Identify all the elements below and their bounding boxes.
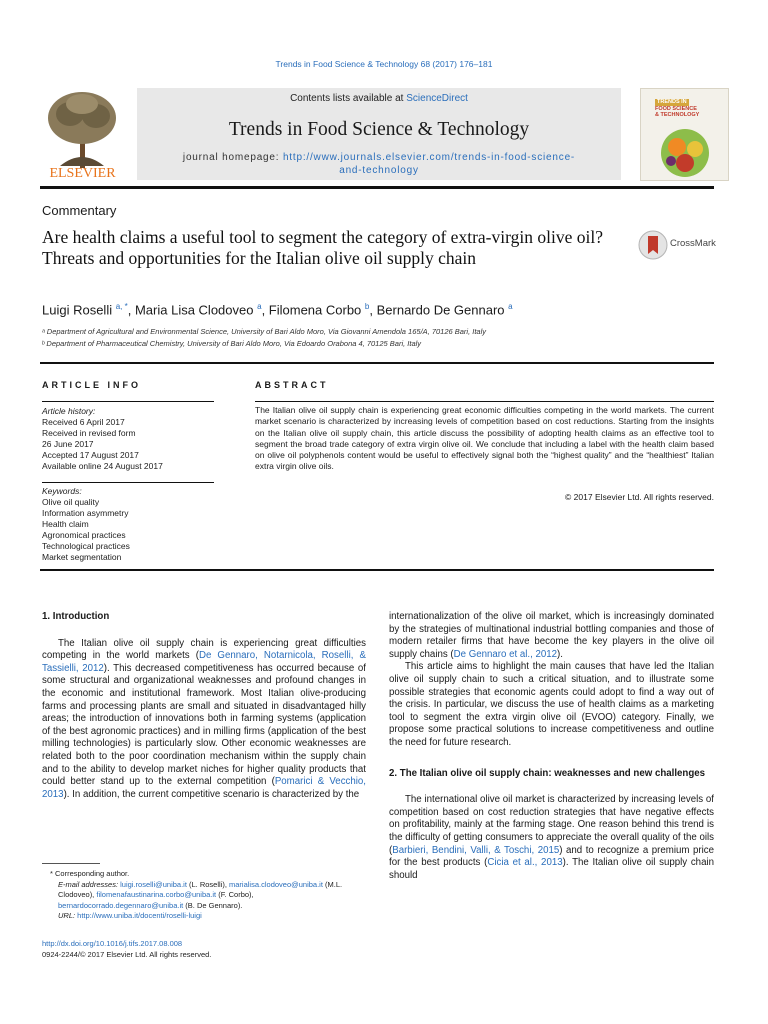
paragraph: The international olive oil market is characterized by increasing levels of competition based on cost reduction strategies that have negative effects on profitability, mainly at the farming stage. One reason behind this trend is the difficulty of getting consumers to appreciate the overall quality of the oils (Barbieri, Bendini, Valli, & Toschi, 2015) and to recognize a premium price for the best products (Cicia et al., 2013). The Italian olive oil supply chain should xyxy=(389,794,714,881)
crossmark-icon xyxy=(638,230,668,260)
history-item: Accepted 17 August 2017 xyxy=(42,450,139,460)
ref-link[interactable]: Cicia et al., 2013 xyxy=(487,857,563,869)
email-link[interactable]: bernardocorrado.degennaro@uniba.it xyxy=(58,900,184,910)
ref-link[interactable]: Pomarici & Vecchio, 2013 xyxy=(42,776,366,800)
intro-paragraph: The Italian olive oil supply chain is experiencing great difficulties competing in the world markets (De Gennaro, Notarnicola, Roselli, & Tassielli, 2012). This decreased competitiveness has occurred because of some structural and organizational weaknesses and profound changes in the economic and institutional framework. Most Italian olive-producing farms and processing plants are small and situated in disadvantaged hilly areas; the introduction of innovations both in farming systems (application of the best agronomic practices) and in milling firms (application of the best milling technologies) is particularly slow. Other economic weaknesses are related both to the poor coordination mechanism within the supply chain and to the ability to develop market niches for higher quality products that could better stand up to the external competition (Pomarici & Vecchio, 2013). In addition, the current competitive scenario is characterized by the xyxy=(42,637,366,800)
keyword: Technological practices xyxy=(42,541,130,551)
journal-citation[interactable]: Trends in Food Science & Technology 68 (2017) 176–181 xyxy=(275,59,493,69)
history-item: Available online 24 August 2017 xyxy=(42,461,163,471)
abstract-copyright: © 2017 Elsevier Ltd. All rights reserved. xyxy=(565,492,714,502)
author-affil-sup[interactable]: b xyxy=(364,302,370,311)
right-column xyxy=(389,611,714,882)
title-rule xyxy=(40,362,714,364)
abstract-text: The Italian olive oil supply chain is experiencing great economic difficulties competing in the world markets. The current market scenario is characterized by increasing levels of competition based on cost reductions. Starting from the insights on the Italian olive oil supply chain, this article discuss the possibility of adopting health claims as an effective tool to segment the broad trade category of extra virgin olive oil. We conclude that including a label with the health claim based on olive oil polyphenols content would be useful to effectively signal both the “highest quality” and the “healthiest” Italian extra virgin olive oils. xyxy=(255,405,714,472)
affiliation-b: ᵇ Department of Pharmaceutical Chemistry, University of Bari Aldo Moro, Via Edoardo Orabona 4, 70125 Bari, Italy xyxy=(42,339,422,348)
cover-title: TRENDS IN FOOD SCIENCE & TECHNOLOGY xyxy=(655,99,700,118)
sciencedirect-link[interactable]: ScienceDirect xyxy=(406,93,468,104)
publisher-name: ELSEVIER xyxy=(49,166,116,181)
journal-title: Trends in Food Science & Technology xyxy=(228,119,530,140)
article-type: Commentary xyxy=(42,203,117,218)
contents-line: Contents lists available at ScienceDirect xyxy=(290,93,468,104)
elsevier-logo xyxy=(40,88,125,184)
paragraph: This article aims to highlight the main causes that have led the Italian olive oil supply chain to such a critical situation, and to illustrate some possible strategies that economic agents could adopt to find a way out of the crisis. In particular, we discuss the use of health claims as a marketing tool to segment the extra virgin olive oil (EVOO) category. Finally, we propose some practical solutions to increase competitiveness and outline the need for future research. xyxy=(389,661,714,748)
crossmark-label: CrossMark xyxy=(670,238,716,249)
corresponding-author: * Corresponding author. xyxy=(50,869,130,878)
journal-homepage: journal homepage: http://www.journals.elsevier.com/trends-in-food-science- and-technology xyxy=(182,152,576,176)
email-line: E-mail addresses: luigi.roselli@uniba.it (L. Roselli), marialisa.clodoveo@uniba.it (M.L. Clodoveo), filomenafaustinarina.corbo@uniba.it (F. Corbo), bernardocorrado.degennaro@uniba.it (B. De Gennaro). xyxy=(58,879,343,910)
author-affil-sup[interactable]: a, * xyxy=(115,302,128,311)
paragraph: internationalization of the olive oil market, which is increasingly dominated by the strategies of multinational industrial bottling companies and those of modern retailer firms that have become the key players in the olive oil supply chains (De Gennaro et al., 2012). xyxy=(389,611,714,660)
article-info-rule xyxy=(42,401,214,402)
keyword: Market segmentation xyxy=(42,552,122,562)
crossmark-button[interactable] xyxy=(638,228,718,262)
keyword: Health claim xyxy=(42,519,89,529)
article-info-heading: ARTICLE INFO xyxy=(42,380,141,390)
article-history: Article history: Received 6 April 2017 Received in revised form 26 June 2017 Accepted 17 August 2017 Available online 24 August 2017 xyxy=(42,406,214,472)
keyword: Agronomical practices xyxy=(42,530,126,540)
article-title: Are health claims a useful tool to segment the category of extra-virgin olive oil? Threats and opportunities for the Italian olive oil supply chain xyxy=(42,227,603,268)
issn-line: 0924-2244/© 2017 Elsevier Ltd. All rights reserved. xyxy=(42,949,212,959)
email-link[interactable]: marialisa.clodoveo@uniba.it xyxy=(229,879,323,889)
author-url[interactable]: http://www.uniba.it/docenti/roselli-luigi xyxy=(77,911,202,920)
ref-link[interactable]: De Gennaro, Notarnicola, Roselli, & Tassielli, 2012 xyxy=(42,650,366,674)
homepage-url[interactable]: http://www.journals.elsevier.com/trends-in-food-science- xyxy=(282,152,576,163)
ref-link[interactable]: Barbieri, Bendini, Valli, & Toschi, 2015 xyxy=(392,844,560,856)
url-line: URL: http://www.uniba.it/docenti/roselli-luigi xyxy=(58,911,202,920)
author-affil-sup[interactable]: a xyxy=(257,302,262,311)
affiliation-a: ᵃ Department of Agricultural and Environmental Science, University of Bari Aldo Moro, Via Giovanni Amendola 165/A, 70126 Bari, Italy xyxy=(42,327,487,336)
section-2-heading: 2. The Italian olive oil supply chain: weaknesses and new challenges xyxy=(389,767,706,779)
section-1-heading: 1. Introduction xyxy=(42,611,110,622)
abstract-bottom-rule xyxy=(40,569,714,571)
email-link[interactable]: filomenafaustinarina.corbo@uniba.it xyxy=(96,890,217,899)
header-rule xyxy=(40,186,714,189)
cover-food-icon xyxy=(641,125,728,180)
author-affil-sup[interactable]: a xyxy=(508,302,513,311)
history-item: 26 June 2017 xyxy=(42,439,94,449)
homepage-url-cont[interactable]: and-technology xyxy=(339,165,419,176)
abstract-rule xyxy=(255,401,714,402)
keywords-rule xyxy=(42,482,214,483)
author-list: Luigi Roselli $^{a, *}$, Maria Lisa Clodoveo $^a$, Filomena Corbo $^b$, Bernardo De Gennaro $^a$ xyxy=(42,302,513,318)
footnote-separator xyxy=(42,863,100,864)
author-name[interactable]: Filomena Corbo xyxy=(268,302,362,318)
author-name[interactable]: Bernardo De Gennaro xyxy=(376,302,505,318)
email-link[interactable]: luigi.roselli@uniba.it xyxy=(120,879,187,889)
doi-link[interactable]: http://dx.doi.org/10.1016/j.tifs.2017.08.008 xyxy=(42,939,183,948)
keywords-list: Keywords: Olive oil quality Information asymmetry Health claim Agronomical practices Technological practices Market segmentation xyxy=(42,486,214,563)
abstract-heading: ABSTRACT xyxy=(255,380,329,390)
history-item: Received in revised form xyxy=(42,428,136,438)
history-item: Received 6 April 2017 xyxy=(42,417,125,427)
journal-cover xyxy=(640,88,729,181)
publication-info xyxy=(42,939,211,960)
ref-link[interactable]: De Gennaro et al., 2012 xyxy=(453,648,558,660)
author-name[interactable]: Maria Lisa Clodoveo xyxy=(134,302,254,318)
author-name[interactable]: Luigi Roselli xyxy=(42,302,113,318)
journal-banner xyxy=(137,88,621,180)
left-column xyxy=(42,611,366,801)
keyword: Information asymmetry xyxy=(42,508,129,518)
keyword: Olive oil quality xyxy=(42,497,100,507)
footnotes xyxy=(42,869,372,922)
